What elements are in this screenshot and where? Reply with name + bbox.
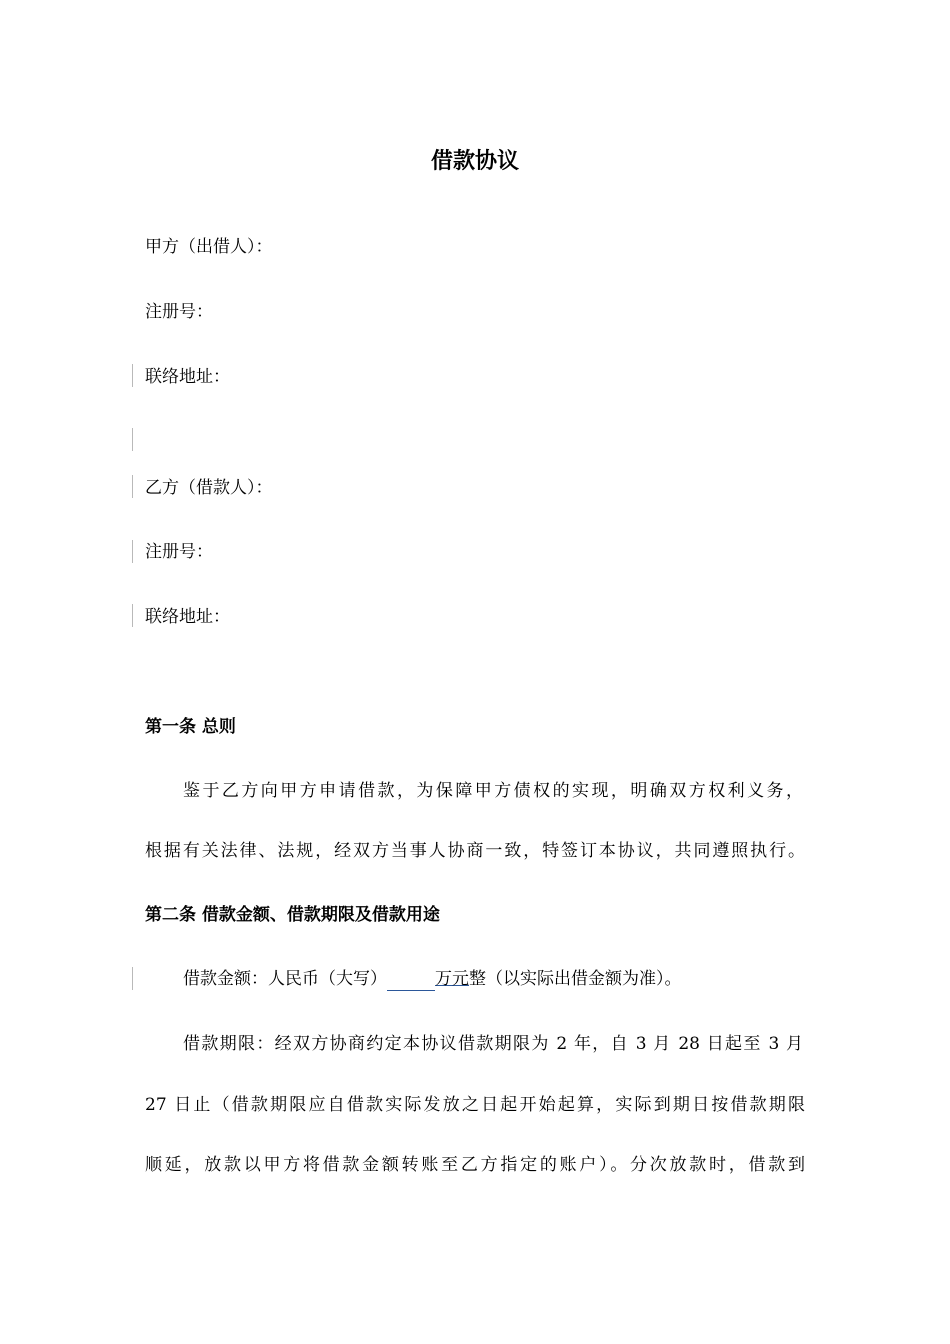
loan-amount-unit: 万元 [435, 969, 469, 989]
party-a-address-label: 联络地址： [145, 367, 230, 387]
party-b-reg-label: 注册号： [145, 542, 213, 562]
loan-amount-line [183, 967, 682, 991]
loan-term-line: 27 日止（借款期限应自借款实际发放之日起开始起算，实际到期日按借款期限 [145, 1095, 805, 1115]
paragraph-change-marker [132, 540, 133, 563]
party-b-address-label: 联络地址： [145, 607, 230, 627]
party-a-name-label: 甲方（出借人）： [145, 237, 273, 257]
paragraph-change-marker [132, 604, 133, 627]
paragraph-change-marker [132, 475, 133, 498]
party-b-name-label: 乙方（借款人）： [145, 478, 273, 498]
paragraph-change-marker [132, 428, 133, 451]
loan-term-line: 借款期限：经双方协商约定本协议借款期限为 2 年，自 3 月 28 日起至 3 月 [183, 1034, 803, 1054]
article-1-heading: 第一条 总则 [145, 717, 236, 737]
article-1-paragraph-line: 根据有关法律、法规，经双方当事人协商一致，特签订本协议，共同遵照执行。 [145, 841, 805, 861]
article-2-heading: 第二条 借款金额、借款期限及借款用途 [145, 905, 440, 925]
loan-amount-prefix: 借款金额：人民币（大写） [183, 969, 387, 989]
loan-amount-suffix: 整（以实际出借金额为准）。 [469, 969, 682, 989]
paragraph-change-marker [132, 364, 133, 387]
paragraph-change-marker [132, 967, 133, 990]
loan-term-line: 顺延，放款以甲方将借款金额转账至乙方指定的账户）。分次放款时，借款到 [145, 1155, 805, 1175]
document-title: 借款协议 [430, 149, 519, 174]
loan-amount-blank [387, 972, 435, 991]
article-1-paragraph-line: 鉴于乙方向甲方申请借款，为保障甲方债权的实现，明确双方权利义务， [183, 781, 803, 801]
party-a-reg-label: 注册号： [145, 302, 213, 322]
